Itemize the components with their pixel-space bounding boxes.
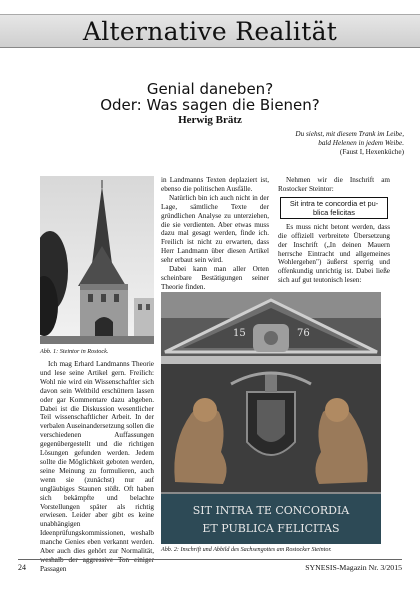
magazine-issue: SYNESIS-Magazin Nr. 3/2015 [305,563,402,572]
column-2-paragraph-1: in Landmanns Texten deplaziert ist, ebenso die politischen Ausfälle. [161,176,269,193]
column-3-paragraph-1: Nehmen wir die Inschrift am Rostocker Steintor: [278,176,390,193]
column-2-paragraph-3: Dabei kann man aller Orten scheinbare Bestätigungen seiner Theorie finden. [161,265,269,291]
inscription-box-line2: blica felicitas [313,207,355,217]
section-banner [0,14,420,48]
year-right: 76 [297,328,310,339]
epigraph-line1: Du siehst, mit diesem Trank im Leibe, [295,130,404,138]
figure2-caption: Abb. 2: Inschrift und Abbild des Sachsengottes am Rostocker Steintor. [161,547,332,553]
inscription-box [280,197,388,219]
epigraph [204,130,404,157]
inscription-box-line1: Sit intra te concordia et pu- [289,198,379,208]
inscription-line2: ET PUBLICA FELICITAS [202,522,340,535]
section-title: Alternative Realität [82,17,338,46]
year-left: 15 [233,328,246,339]
article-title-line1: Genial daneben? [146,80,274,98]
epigraph-source: (Faust I, Hexenküche) [339,148,404,156]
column-2 [161,176,269,292]
column-2-paragraph-2: Natürlich bin ich auch nicht in der Lage, sämtliche Texte der gründlichen Analyse zu unterziehen, die sie verdienten. Aber etwas muss dazu mal gesagt werden, finde ich. Freilich ist nicht zu erwarten, dass Herr Landmann über diesen Artikel sehr erbaut sein wird. [161,193,269,265]
page-number: 24 [18,563,26,572]
footer-rule [18,559,402,560]
inscription-photo [161,292,381,544]
article-author: Herwig Brätz [178,114,242,126]
inscription-line1: SIT INTRA TE CONCORDIA [192,504,350,517]
steintor-photo-image [40,176,154,344]
steintor-photo [40,176,154,344]
figure1-caption: Abb. 1: Steintor in Rostock. [40,348,109,355]
column-1-paragraph: Ich mag Erhard Landmanns Theorie und lese seine Artikel gern. Freilich: Wohl nie wird ein Wissenschaftler sich davon sein Weltbild erschüttern lassen oder gar Kommentare dazu abgeben. Dabei ist die Diskussion wesentlicher Teil wissenschaftlicher Arbeit. In der verbalen Auseinandersetzung sollen die verschiedenen Auffassungen gegenübergestellt und die richtigen Lösungen gefunden werden. Jedem sollte die Möglichkeit geboten werden, seine Meinung zu formulieren, auch wenn sie (zunächst) nur auf ungläubiges Staunen stößt. Oft haben sich bekämpfte und belachte Vorstellungen später als richtig erwiesen. Leider aber gibt es keine unabhängigen Ideenprüfungskommissionen, weshalb manche Genies eben verkannt werden. Aber auch dies gehört zur Normalität, weshalb der aggressive Ton einiger Passagen [40,360,154,573]
epigraph-line2: bald Helenen in jedem Weibe. [318,139,404,147]
column-3 [278,176,390,285]
column-1 [40,360,154,574]
article-title-line2: Oder: Was sagen die Bienen? [100,96,320,114]
column-3-paragraph-2: Es muss nicht betont werden, dass die offiziell verbreitete Übersetzung der Inschrift („In deinen Mauern herrsche Eintracht und allgemeines Wohlergehen") äußerst sperrig und offenkundig unrichtig ist. Dabei ließe sich auf gut teutonisch lesen: [278,222,390,285]
inscription-photo-image [161,292,381,544]
